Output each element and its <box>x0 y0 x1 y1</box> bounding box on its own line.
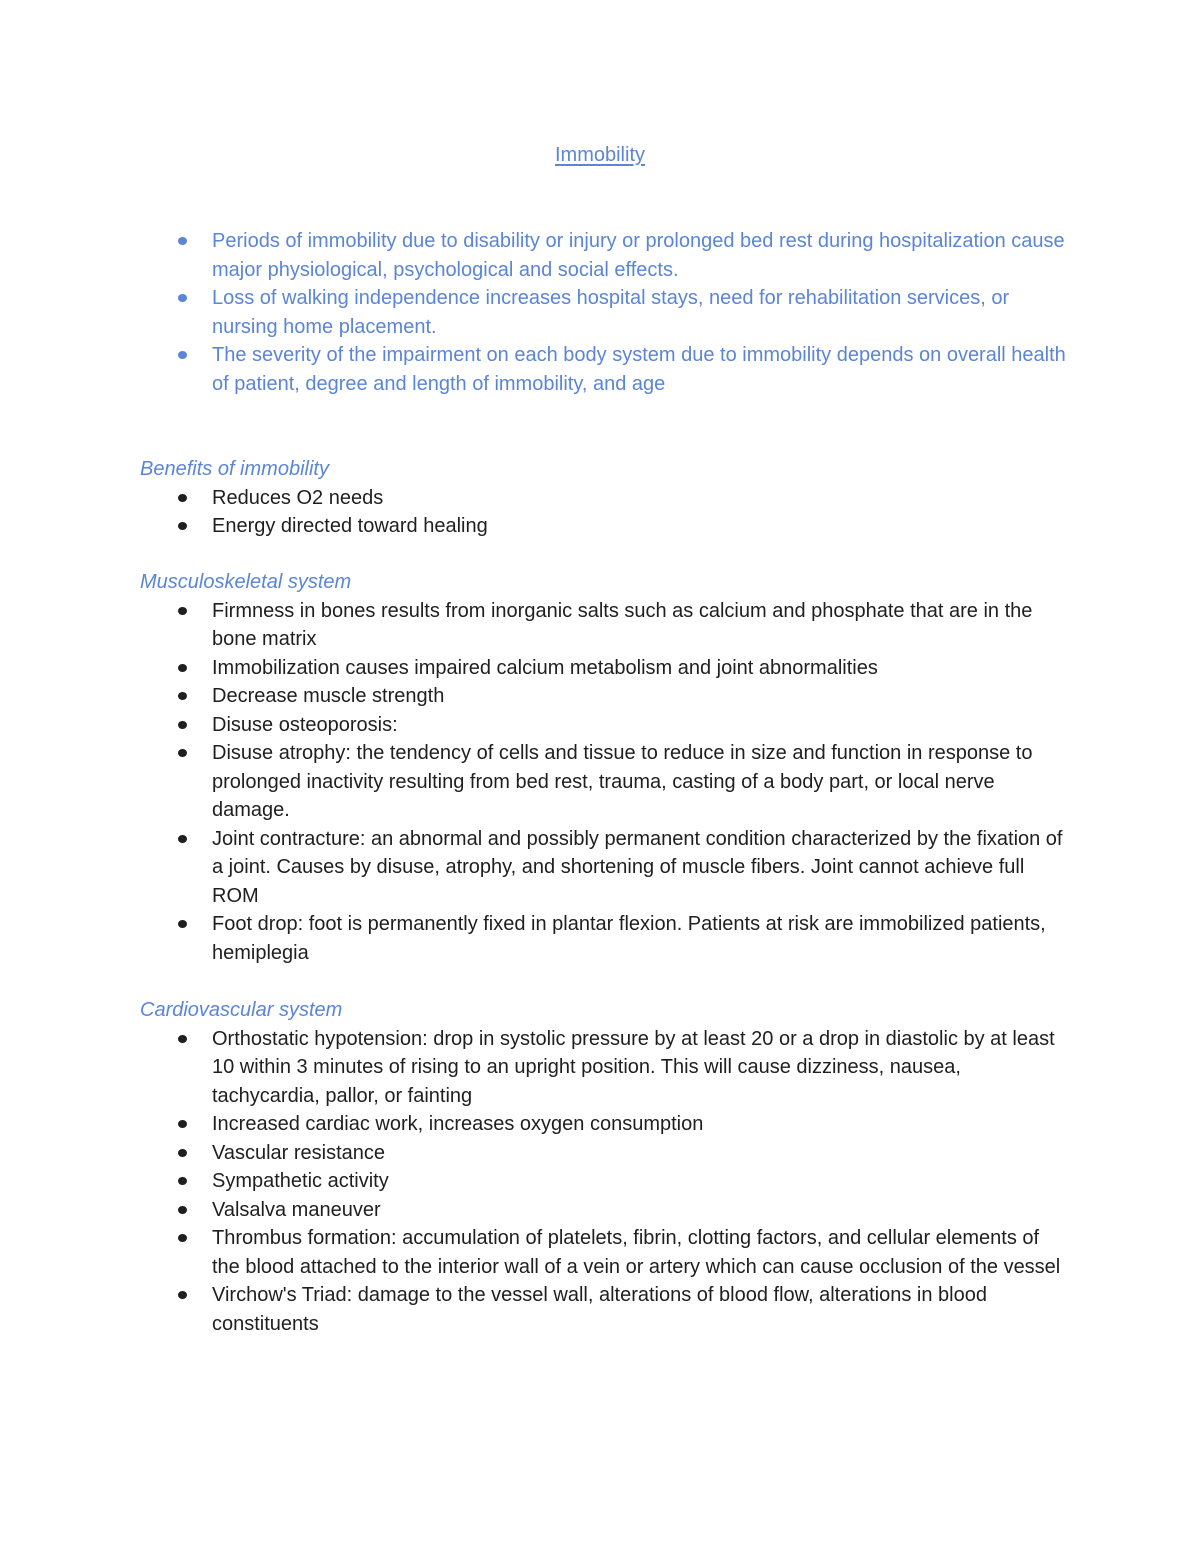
page-title: Immobility <box>554 144 645 166</box>
section-list <box>140 597 1070 968</box>
bullet-icon <box>178 692 187 700</box>
list-item <box>140 910 1070 967</box>
list-item <box>140 825 1070 911</box>
list-item-text: Increased cardiac work, increases oxygen consumption <box>212 1113 704 1135</box>
list-item-text: Firmness in bones results from inorganic salts such as calcium and phosphate that are in the bone matrix <box>212 599 1033 650</box>
list-item <box>140 227 1070 284</box>
list-item <box>140 1224 1070 1281</box>
list-item <box>140 284 1070 341</box>
list-item <box>140 654 1070 683</box>
bullet-icon <box>178 607 187 615</box>
list-item <box>140 1025 1070 1111</box>
list-item-text: Reduces O2 needs <box>212 486 384 509</box>
bullet-icon <box>178 1177 187 1185</box>
list-item <box>140 1196 1070 1225</box>
list-item-text: Virchow's Triad: damage to the vessel wall, alterations of blood flow, alterations in blood constituents <box>212 1284 987 1335</box>
list-item-text: The severity of the impairment on each body system due to immobility depends on overall health of patient, degree and length of immobility, and age <box>212 344 1066 395</box>
list-item <box>140 682 1070 711</box>
list-item-text: Valsalva maneuver <box>212 1198 381 1221</box>
section-heading: Benefits of immobility <box>140 458 329 480</box>
bullet-icon <box>178 1149 187 1157</box>
bullet-icon <box>178 494 187 502</box>
bullet-icon <box>178 522 187 530</box>
list-item <box>140 1110 1070 1139</box>
bullet-icon <box>178 351 187 359</box>
list-item <box>140 597 1070 654</box>
list-item-text: Thrombus formation: accumulation of platelets, fibrin, clotting factors, and cellular elements of the blood attached to the interior wall of a vein or artery which can cause occlusion of the vessel <box>212 1227 1061 1278</box>
bullet-icon <box>178 1291 187 1299</box>
list-item <box>140 739 1070 825</box>
section-heading: Cardiovascular system <box>140 999 343 1021</box>
section-heading: Musculoskeletal system <box>140 571 352 593</box>
list-item <box>140 512 1070 541</box>
bullet-icon <box>178 294 187 302</box>
section-cardiovascular <box>140 996 1070 1338</box>
bullet-icon <box>178 1120 187 1128</box>
section-musculoskeletal <box>140 568 1070 967</box>
bullet-icon <box>178 1206 187 1214</box>
bullet-icon <box>178 835 187 843</box>
bullet-icon <box>178 1035 187 1043</box>
list-item-text: Joint contracture: an abnormal and possibly permanent condition characterized by the fixation of a joint. Causes by disuse, atrophy, and shortening of muscle fibers. Joint cannot achieve full ROM <box>212 827 1063 907</box>
bullet-icon <box>178 721 187 729</box>
list-item-text: Periods of immobility due to disability or injury or prolonged bed rest during hospitalization cause major physiological, psychological and social effects. <box>212 230 1065 281</box>
bullet-icon <box>178 749 187 757</box>
list-item-text: Immobilization causes impaired calcium metabolism and joint abnormalities <box>212 656 878 679</box>
section-list <box>140 1025 1070 1339</box>
bullet-icon <box>178 1234 187 1242</box>
bullet-icon <box>178 664 187 672</box>
list-item-text: Energy directed toward healing <box>212 515 488 537</box>
list-item-text: Vascular resistance <box>212 1141 386 1164</box>
list-item-text: Disuse atrophy: the tendency of cells and tissue to reduce in size and function in response to prolonged inactivity resulting from bed rest, trauma, casting of a body part, or local nerve damage. <box>212 742 1033 821</box>
list-item-text: Loss of walking independence increases hospital stays, need for rehabilitation services, or nursing home placement. <box>212 287 1010 338</box>
list-item <box>140 1281 1070 1338</box>
list-item <box>140 484 1070 513</box>
list-item-text: Sympathetic activity <box>212 1170 389 1192</box>
list-item <box>140 1139 1070 1168</box>
list-item <box>140 1167 1070 1196</box>
bullet-icon <box>178 920 187 928</box>
list-item-text: Orthostatic hypotension: drop in systolic pressure by at least 20 or a drop in diastolic by at least 10 within 3 minutes of rising to an upright position. This will cause dizziness, nausea, tachycardia, pallor, or fainting <box>212 1027 1055 1107</box>
list-item-text: Foot drop: foot is permanently fixed in plantar flexion. Patients at risk are immobilized patients, hemiplegia <box>212 913 1046 964</box>
list-item <box>140 711 1070 740</box>
list-item-text: Decrease muscle strength <box>212 685 445 707</box>
bullet-icon <box>178 237 187 245</box>
section-benefits <box>140 455 1070 541</box>
intro-list <box>140 227 1070 398</box>
list-item-text: Disuse osteoporosis: <box>212 713 398 736</box>
section-list <box>140 484 1070 541</box>
list-item <box>140 341 1070 398</box>
